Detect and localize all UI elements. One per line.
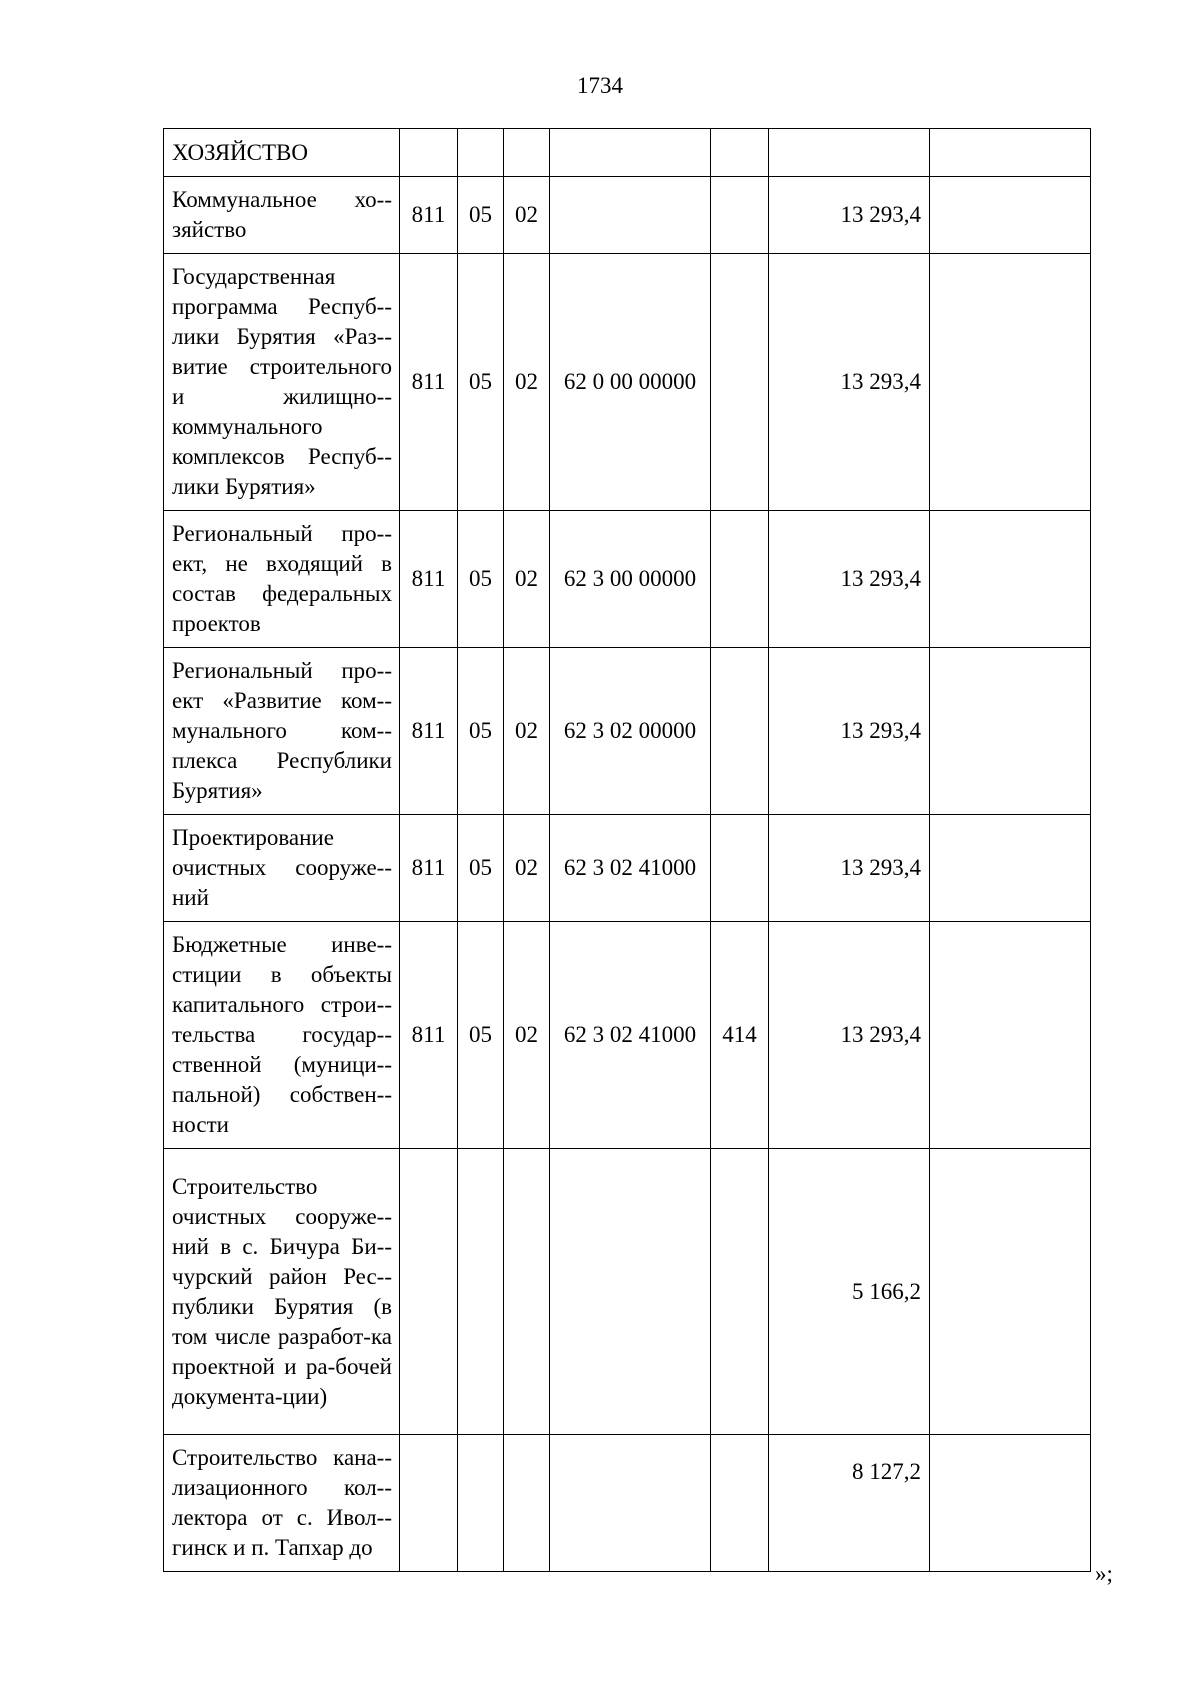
row-subsection [504,129,550,177]
budget-table [163,128,1091,1572]
row-amount: 13 293,4 [769,254,930,511]
row-expense-type [711,129,769,177]
row-section: 05 [458,254,504,511]
row-subsection [504,1435,550,1572]
row-amount: 13 293,4 [769,815,930,922]
row-expense-type [711,177,769,254]
row-extra [930,922,1091,1149]
row-admin-code: 811 [400,815,458,922]
row-subsection: 02 [504,177,550,254]
row-extra [930,1435,1091,1572]
row-amount: 5 166,2 [769,1149,930,1435]
row-section: 05 [458,511,504,648]
table-row [164,177,1091,254]
row-expense-type [711,254,769,511]
row-target-article [550,129,711,177]
table-row [164,511,1091,648]
table-row [164,129,1091,177]
row-name: Бюджетные инве-стиции в объекты капитального строи-тельства государ-ственной (муници-пальной) собствен-ности [164,922,400,1149]
table-row [164,922,1091,1149]
row-subsection: 02 [504,648,550,815]
row-subsection: 02 [504,254,550,511]
row-target-article [550,1435,711,1572]
table-row [164,1149,1091,1435]
row-admin-code: 811 [400,177,458,254]
row-amount: 13 293,4 [769,511,930,648]
row-expense-type [711,511,769,648]
row-target-article [550,1149,711,1435]
row-name: Коммунальное хо-зяйство [164,177,400,254]
row-extra [930,815,1091,922]
row-section: 05 [458,177,504,254]
row-expense-type [711,1435,769,1572]
closing-quote-mark: »; [1095,1561,1113,1586]
row-admin-code: 811 [400,648,458,815]
table-row [164,815,1091,922]
table-row [164,1435,1091,1572]
row-section [458,1149,504,1435]
row-target-article: 62 3 02 00000 [550,648,711,815]
row-subsection: 02 [504,922,550,1149]
row-admin-code [400,1149,458,1435]
row-amount: 13 293,4 [769,648,930,815]
row-extra [930,177,1091,254]
row-section [458,129,504,177]
row-amount: 13 293,4 [769,177,930,254]
table-row [164,254,1091,511]
row-name: Строительство очистных сооруже-ний в с. Бичура Би-чурский район Рес-публики Бурятия (в том числе разработ-ка проектной и ра-бочей документа-ции) [164,1149,400,1435]
row-admin-code: 811 [400,254,458,511]
row-name: Строительство кана-лизационного кол-лектора от с. Ивол-гинск и п. Тапхар до [164,1435,400,1572]
row-extra [930,129,1091,177]
row-section [458,1435,504,1572]
page-number: 1734 [577,73,623,98]
row-name: Государственная программа Респуб-лики Бурятия «Раз-витие строительного и жилищно-коммунального комплексов Респуб-лики Бурятия» [164,254,400,511]
row-target-article: 62 3 00 00000 [550,511,711,648]
row-name: Региональный про-ект, не входящий в состав федеральных проектов [164,511,400,648]
row-admin-code: 811 [400,922,458,1149]
row-subsection: 02 [504,815,550,922]
row-admin-code [400,1435,458,1572]
row-extra [930,254,1091,511]
row-name: Проектирование очистных сооруже-ний [164,815,400,922]
row-target-article: 62 3 02 41000 [550,922,711,1149]
row-amount: 13 293,4 [769,922,930,1149]
row-admin-code: 811 [400,511,458,648]
row-subsection: 02 [504,511,550,648]
row-amount: 8 127,2 [769,1435,930,1572]
row-extra [930,1149,1091,1435]
row-expense-type [711,648,769,815]
row-admin-code [400,129,458,177]
row-name: ХОЗЯЙСТВО [164,129,400,177]
row-expense-type [711,1149,769,1435]
row-section: 05 [458,815,504,922]
row-target-article: 62 3 02 41000 [550,815,711,922]
row-name: Региональный про-ект «Развитие ком-мунального ком-плекса Республики Бурятия» [164,648,400,815]
row-expense-type: 414 [711,922,769,1149]
row-target-article [550,177,711,254]
row-amount [769,129,930,177]
table-row [164,648,1091,815]
row-extra [930,511,1091,648]
row-section: 05 [458,648,504,815]
row-extra [930,648,1091,815]
row-target-article: 62 0 00 00000 [550,254,711,511]
row-expense-type [711,815,769,922]
row-subsection [504,1149,550,1435]
row-section: 05 [458,922,504,1149]
